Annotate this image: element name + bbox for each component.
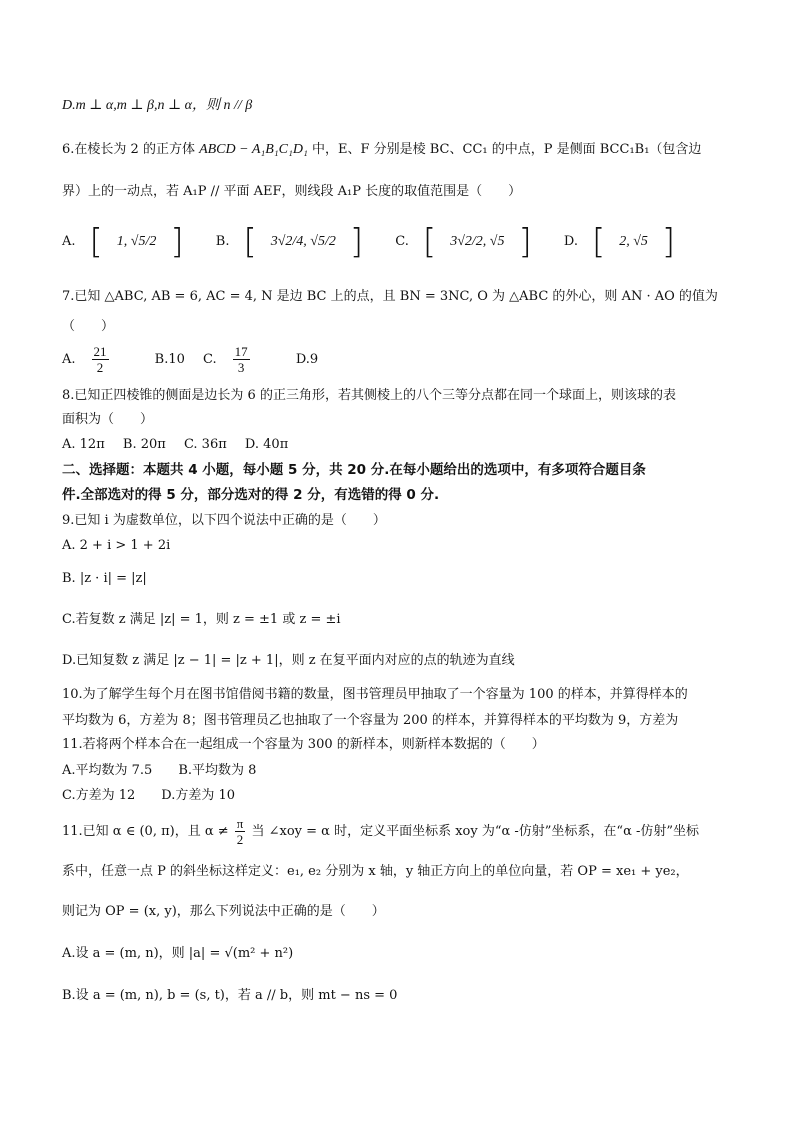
q8-stem-line1: 8.已知正四棱锥的侧面是边长为 6 的正三角形，若其侧棱上的八个三等分点都在同一个球面上，则该球的表 (62, 388, 676, 403)
q8-stem-line2: 面积为（ ） (62, 412, 154, 427)
q5-option-d: D.m ⊥ α,m ⊥ β,n ⊥ α，则 n // β (62, 98, 253, 113)
q6-stem-line1: 6.在棱长为 2 的正方体 ABCD − A₁B₁C₁D₁ 中，E、F 分别是棱 BC、CC₁ 的中点，P 是侧面 BCC₁B₁（包含边 (62, 142, 702, 157)
q6-option-d: D. [ 2, √5 ] (563, 221, 676, 262)
q6-option-a: A. [ 1, √5/2 ] (62, 221, 184, 262)
q7-option-c: C. $\frac{17}{3}$ (203, 344, 248, 375)
q10-options-row2: C.方差为 12 D.方差为 10 (62, 788, 236, 803)
q9-option-b: B. |z · i| = |z| (62, 571, 147, 586)
q7-stem-line1: 7.已知 △ABC, AB = 6, AC = 4, N 是边 BC 上的点，且 BN = 3NC, O 为 △ABC 的外心，则 AN · AO 的值为 (62, 289, 718, 304)
q8-option-d: D. 40π (244, 437, 289, 452)
q10-stem-line3: 11.若将两个样本合在一起组成一个容量为 300 的新样本，则新样本数据的（ ） (62, 737, 545, 752)
q6-option-b: B. [ 3√2/4, √5/2 ] (215, 221, 364, 262)
q7-options (62, 342, 754, 378)
q11-stem-line3: 则记为 OP = (x, y)，那么下列说法中正确的是（ ） (62, 904, 385, 919)
q9-stem: 9.已知 i 为虚数单位，以下四个说法中正确的是（ ） (62, 513, 386, 528)
cube-name: ABCD − A₁B₁C₁D₁ (199, 142, 308, 157)
q6-options (62, 220, 754, 264)
q10-stem-line2: 平均数为 6，方差为 8；图书管理员乙也抽取了一个容量为 200 的样本，并算得样本的平均数为 9，方差为 (62, 713, 679, 728)
q11-option-b: B.设 a = (m, n), b = (s, t)，若 a // b，则 mt − ns = 0 (62, 988, 398, 1003)
q6-option-c: C. [ 3√2/2, √5 ] (395, 221, 532, 262)
section2-heading-line2: 件.全部选对的得 5 分，部分选对的得 2 分，有选错的得 0 分. (62, 487, 440, 503)
q7-option-a: A. $\frac{21}{2}$ (62, 344, 107, 375)
q10-stem-line1: 10.为了解学生每个月在图书馆借阅书籍的数量，图书管理员甲抽取了一个容量为 100 的样本，并算得样本的 (62, 687, 688, 702)
q10-options-row1: A.平均数为 7.5 B.平均数为 8 (62, 763, 257, 778)
q9-option-a: A. 2 + i > 1 + 2i (62, 538, 171, 553)
q11-stem-line2: 系中，任意一点 P 的斜坐标这样定义：e₁, e₂ 分别为 x 轴，y 轴正方向上的单位向量，若 OP = xe₁ + ye₂， (62, 864, 689, 879)
q11-option-a: A.设 a = (m, n)，则 |a| = √(m² + n²) (62, 946, 294, 961)
q8-option-b: B. 20π (122, 437, 166, 452)
q7-option-d: D.9 (295, 352, 319, 367)
q8-option-a: A. 12π (62, 437, 105, 452)
q7-option-b: B.10 (154, 352, 185, 367)
q7-stem-line2: （ ） (62, 319, 115, 334)
q11-stem-line1: 11.已知 α ∈ (0, π)，且 α ≠ $\frac{\pi}{2}$ 当 ∠xoy = α 时，定义平面坐标系 xoy 为“α -仿射”坐标系，在“α -仿射”坐标 (62, 816, 700, 847)
q9-option-c: C.若复数 z 满足 |z| = 1，则 z = ±1 或 z = ±i (62, 612, 341, 627)
q8-options (62, 435, 754, 455)
section2-heading-line1: 二、选择题：本题共 4 小题，每小题 5 分，共 20 分.在每小题给出的选项中，有多项符合题目条 (62, 462, 646, 478)
q8-option-c: C. 36π (183, 437, 227, 452)
q6-stem-line2: 界）上的一动点，若 A₁P // 平面 AEF，则线段 A₁P 长度的取值范围是（ ） (62, 184, 522, 199)
q9-option-d: D.已知复数 z 满足 |z − 1| = |z + 1|，则 z 在复平面内对应的点的轨迹为直线 (62, 653, 515, 668)
